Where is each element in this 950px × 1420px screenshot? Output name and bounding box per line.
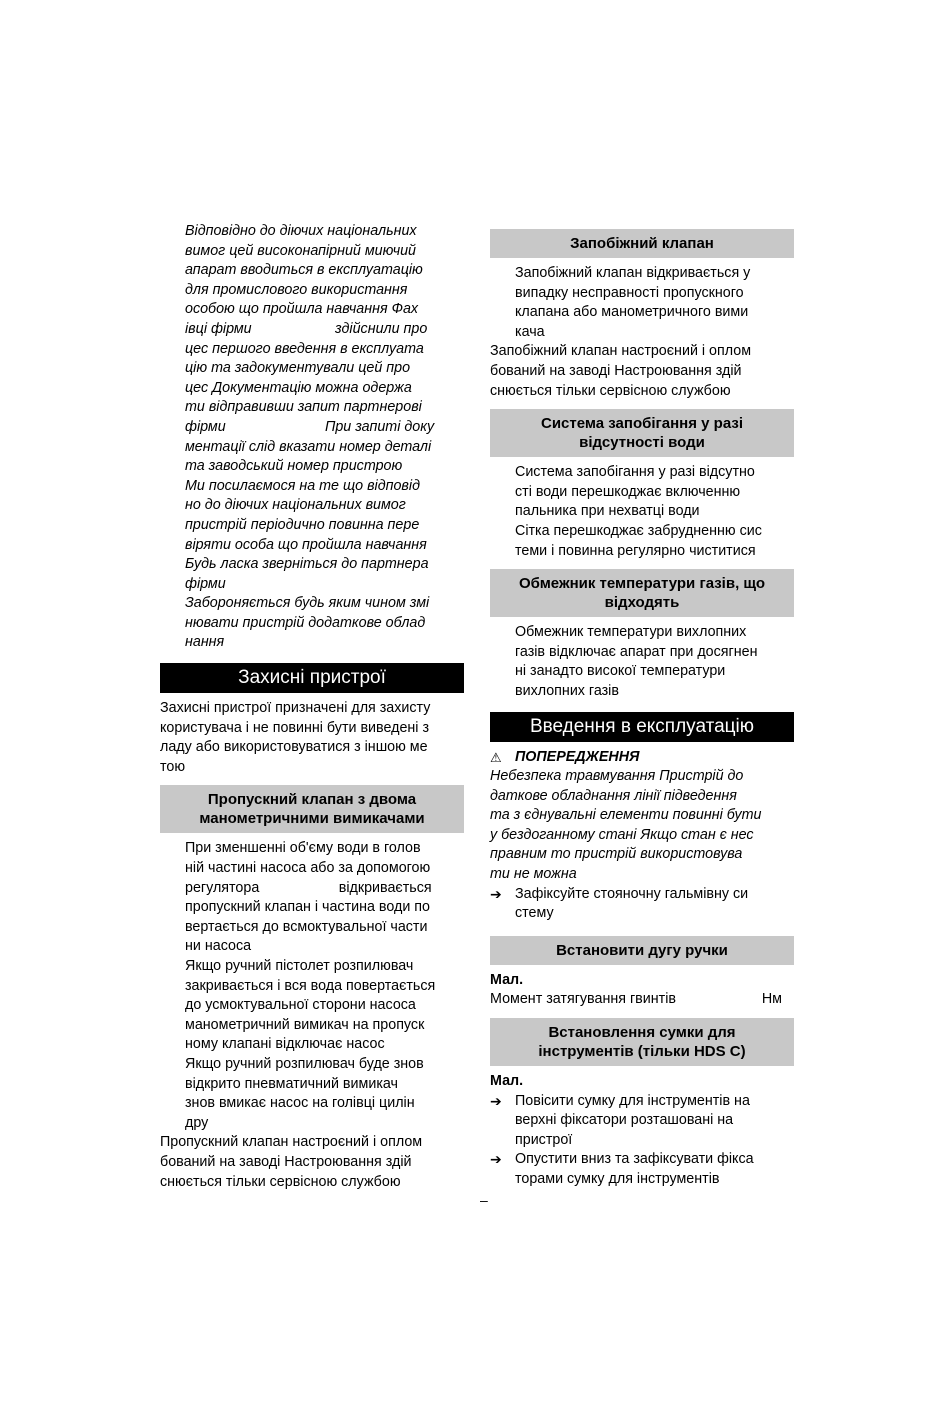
- protective-devices-paragraph: [160, 699, 464, 777]
- warning-triangle-icon: ⚠: [490, 749, 502, 765]
- text-line: вертається до всмоктувальної части: [185, 918, 428, 935]
- text-line: цію та задокументували цей про: [185, 360, 411, 377]
- text-line: Система запобігання у разі відсутно: [515, 464, 755, 481]
- text-line: правним то пристрій використовува: [490, 846, 743, 863]
- water-shortage-paragraph: [490, 463, 794, 561]
- text-line: Якщо ручний розпилювач буде знов: [185, 1055, 424, 1072]
- safety-valve-sealed-paragraph: [490, 342, 794, 401]
- step-hang-bag: [490, 1092, 794, 1151]
- exhaust-limiter-paragraph: [490, 623, 794, 701]
- text-line: ній частині насоса або за допомогою: [185, 860, 431, 877]
- text-line: Якщо ручний пістолет розпилювач: [185, 958, 414, 974]
- section-heading-startup: Введення в експлуатацію: [490, 712, 794, 742]
- text-line: Обмежник температури вихлопних: [515, 624, 747, 641]
- heading-line: Пропускний клапан з двома: [207, 791, 417, 809]
- text-line: вимог цей високонапірний миючий: [185, 242, 417, 259]
- text-line: стему: [515, 905, 554, 922]
- text-line: Сітка перешкоджає забрудненню сис: [515, 522, 762, 539]
- text-line: теми і повинна регулярно чиститися: [515, 542, 756, 559]
- warning-label: ПОПЕРЕДЖЕННЯ: [515, 748, 640, 765]
- heading-line: Встановлення сумки для: [548, 1024, 736, 1042]
- figure-label: Мал.: [490, 1073, 524, 1090]
- subheading-water-shortage: [490, 409, 794, 457]
- text-line: знов вмикає насос на голівці цилін: [185, 1095, 415, 1112]
- text-line: но до діючих національних вимог: [185, 497, 406, 514]
- text-line: закривається і вся вода повертається: [185, 977, 436, 994]
- subheading-tool-bag: [490, 1018, 794, 1066]
- text-line: тою: [160, 758, 186, 775]
- text-line: Будь ласка зверніться до партнера: [185, 556, 429, 573]
- text-line: відкрито пневматичний вимикач: [185, 1075, 398, 1092]
- step-parking-brake: [490, 885, 794, 924]
- heading-line: Система запобігання у разі: [540, 415, 743, 433]
- page-number: –: [480, 1192, 488, 1208]
- figure-label: Мал.: [490, 971, 524, 988]
- text-line: та заводський номер пристрою: [185, 458, 403, 475]
- bypass-sealed-paragraph: [160, 1133, 464, 1192]
- torque-unit: Нм: [761, 991, 782, 1008]
- text-line: снюється тільки сервісною службою: [160, 1173, 401, 1190]
- text-line: Забороняється будь яким чином змі: [185, 595, 430, 612]
- subheading-bypass-valve: [160, 785, 464, 833]
- text-line: газів відключає апарат при досягнен: [515, 643, 758, 660]
- text-line: ти відправивши запит партнерові: [185, 399, 422, 416]
- text-line: Захисні пристрої призначені для захисту: [160, 700, 431, 717]
- subheading-safety-valve: Запобіжний клапан: [490, 229, 794, 258]
- torque-row: [490, 990, 794, 1010]
- heading-line: манометричними вимикачами: [199, 810, 425, 828]
- text-line: Небезпека травмування Пристрій до: [490, 768, 744, 785]
- arrow-right-icon: ➔: [490, 1092, 502, 1109]
- text-line: апарат вводиться в експлуатацію: [185, 262, 423, 279]
- text-line: ни насоса: [185, 938, 252, 955]
- text-line: до усмоктувальної сторони насоса: [185, 997, 416, 1014]
- subheading-exhaust-limiter: [490, 569, 794, 617]
- text-line: особою що пройшла навчання Фах: [185, 301, 419, 318]
- text-line: ладу або використовуватися з іншою ме: [160, 739, 428, 756]
- text-line: цес Документацію можна одержа: [185, 379, 412, 396]
- heading-line: відходять: [604, 594, 680, 612]
- text-line: для промислового використання: [185, 281, 408, 298]
- text-line: ментації слід вказати номер деталі: [185, 438, 432, 455]
- bypass-paragraph: [160, 839, 464, 1133]
- step-lock-bag: [490, 1150, 794, 1189]
- text-line: сті води перешкоджає включенню: [515, 483, 741, 500]
- left-column: [160, 222, 464, 1192]
- text-line: пальника при нехватці води: [515, 503, 700, 520]
- text-line: Запобіжний клапан відкривається у: [515, 265, 751, 281]
- text-line: Пропускний клапан настроєний і оплом: [160, 1134, 423, 1151]
- text-line: клапана або манометричного вими: [515, 304, 749, 321]
- heading-line: Обмежник температури газів, що: [518, 575, 766, 593]
- warning-paragraph: [490, 767, 794, 885]
- text-line: та з єднувальні елементи повинні бути: [490, 807, 762, 824]
- text-line: ному клапані відключає насос: [185, 1036, 385, 1053]
- subheading-handle: Встановити дугу ручки: [490, 936, 794, 965]
- text-line: фірми При запиті доку: [185, 418, 435, 435]
- text-line: верхні фіксатори розташовані на: [515, 1112, 734, 1129]
- text-line: фірми: [185, 575, 226, 592]
- arrow-right-icon: ➔: [490, 885, 502, 902]
- text-line: випадку несправності пропускного: [515, 284, 744, 301]
- text-line: ти не можна: [490, 866, 577, 883]
- text-line: снюється тільки сервісною службою: [490, 382, 731, 399]
- torque-label: Момент затягування гвинтів: [490, 991, 676, 1008]
- text-line: бований на заводі Настроювання здій: [160, 1153, 412, 1170]
- text-line: пристрій періодично повинна пере: [185, 516, 420, 533]
- text-line: нання: [185, 634, 225, 651]
- text-line: івці фірми здійснили про: [185, 320, 428, 337]
- text-line: нювати пристрій додаткове облад: [185, 614, 426, 631]
- intro-paragraph: [160, 222, 464, 653]
- text-line: у бездоганному стані Якщо стан є нес: [490, 826, 754, 843]
- text-line: При зменшенні об'єму води в голов: [185, 840, 421, 857]
- text-line: ні занадто високої температури: [515, 663, 726, 680]
- text-line: бований на заводі Настроювання здій: [490, 362, 742, 379]
- text-line: Опустити вниз та зафіксувати фікса: [515, 1151, 754, 1168]
- heading-line: інструментів (тільки HDS C): [538, 1043, 746, 1061]
- text-line: Зафіксуйте стояночну гальмівну си: [515, 885, 749, 902]
- text-line: пристрої: [515, 1131, 573, 1148]
- text-line: кача: [515, 323, 545, 340]
- safety-valve-paragraph: [490, 264, 794, 342]
- text-line: дру: [185, 1114, 209, 1131]
- text-line: цес першого введення в експлуата: [185, 340, 424, 357]
- text-line: Запобіжний клапан настроєний і оплом: [490, 343, 752, 360]
- arrow-right-icon: ➔: [490, 1151, 502, 1168]
- section-heading-protective-devices: Захисні пристрої: [160, 663, 464, 693]
- text-line: манометричний вимикач на пропуск: [185, 1016, 425, 1033]
- text-line: Повісити сумку для інструментів на: [515, 1092, 750, 1109]
- warning-title: [490, 748, 794, 768]
- text-line: пропускний клапан і частина води по: [185, 899, 431, 916]
- text-line: регулятора відкривається: [185, 879, 432, 896]
- text-line: Відповідно до діючих національних: [185, 223, 417, 239]
- text-line: даткове обладнання лінії підведення: [490, 787, 737, 804]
- right-column: [490, 229, 794, 1190]
- text-line: Ми посилаємося на те що відповід: [185, 477, 420, 494]
- text-line: користувача і не повинні бути виведені з: [160, 719, 430, 736]
- text-line: торами сумку для інструментів: [515, 1171, 720, 1187]
- text-line: вихлопних газів: [515, 682, 619, 699]
- heading-line: відсутності води: [579, 434, 705, 452]
- text-line: віряти особа що пройшла навчання: [185, 536, 427, 553]
